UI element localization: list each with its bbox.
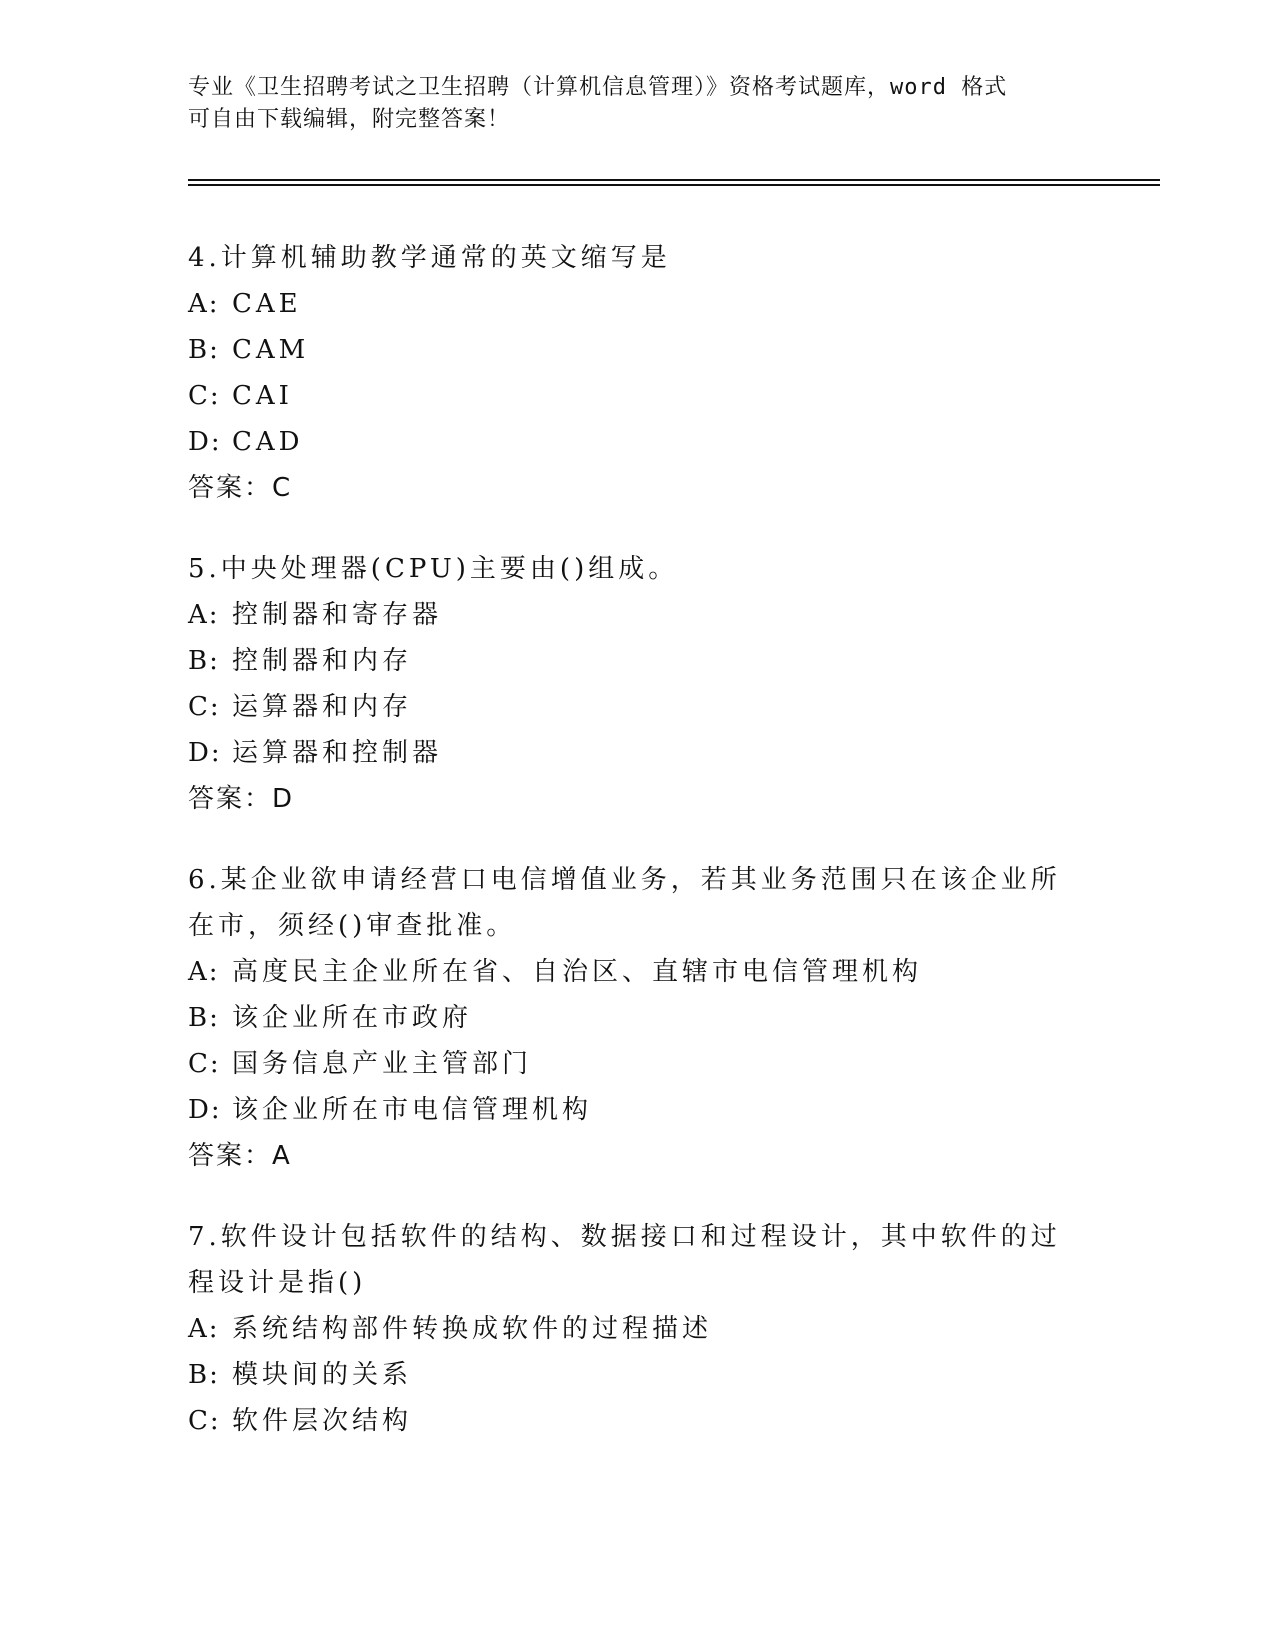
answer-option bbox=[188, 995, 1088, 1041]
option-letter: C: bbox=[188, 1049, 221, 1079]
option-letter: C: bbox=[188, 381, 221, 411]
answer-option bbox=[188, 730, 1088, 776]
answer-option bbox=[188, 281, 1088, 327]
question-list bbox=[188, 235, 1088, 1479]
question-stem: 5.中央处理器(CPU)主要由()组成。 bbox=[188, 554, 679, 584]
option-text: CAE bbox=[232, 289, 302, 319]
answer-option bbox=[188, 419, 1088, 465]
answer-option bbox=[188, 1087, 1088, 1133]
option-letter: B: bbox=[188, 335, 220, 365]
answer-option bbox=[188, 1398, 1088, 1444]
question-stem: 4.计算机辅助教学通常的英文缩写是 bbox=[188, 243, 671, 273]
header-line-2: 可自由下载编辑，附完整答案！ bbox=[188, 107, 511, 132]
option-text: 高度民主企业所在省、自治区、直辖市电信管理机构 bbox=[232, 957, 923, 987]
answer-option bbox=[188, 684, 1088, 730]
answer-key: 答案：A bbox=[188, 1141, 292, 1171]
option-text: 运算器和内存 bbox=[232, 692, 413, 722]
option-letter: A: bbox=[188, 957, 220, 987]
question-block bbox=[188, 857, 1088, 1179]
answer-key: 答案：D bbox=[188, 784, 295, 814]
option-letter: A: bbox=[188, 600, 220, 630]
option-text: 该企业所在市电信管理机构 bbox=[232, 1095, 593, 1125]
option-letter: A: bbox=[188, 289, 220, 319]
option-text: 系统结构部件转换成软件的过程描述 bbox=[232, 1314, 713, 1344]
answer-option bbox=[188, 638, 1088, 684]
answer-option bbox=[188, 1041, 1088, 1087]
option-letter: B: bbox=[188, 1003, 220, 1033]
question-block bbox=[188, 546, 1088, 822]
option-letter: D: bbox=[188, 1095, 222, 1125]
option-text: CAD bbox=[232, 427, 304, 457]
header-divider-top bbox=[188, 179, 1160, 181]
option-text: 控制器和寄存器 bbox=[232, 600, 443, 630]
option-text: 软件层次结构 bbox=[232, 1406, 413, 1436]
header-divider-bottom bbox=[188, 184, 1160, 186]
header-line-1: 专业《卫生招聘考试之卫生招聘（计算机信息管理）》资格考试题库，word 格式 bbox=[188, 75, 1008, 100]
option-text: CAI bbox=[232, 381, 293, 411]
answer-option bbox=[188, 592, 1088, 638]
option-letter: C: bbox=[188, 1406, 221, 1436]
answer-option bbox=[188, 1352, 1088, 1398]
option-letter: A: bbox=[188, 1314, 220, 1344]
question-block bbox=[188, 1214, 1088, 1444]
answer-option bbox=[188, 1306, 1088, 1352]
option-text: CAM bbox=[232, 335, 310, 365]
answer-key: 答案：C bbox=[188, 473, 293, 503]
option-text: 运算器和控制器 bbox=[232, 738, 443, 768]
question-block bbox=[188, 235, 1088, 511]
option-letter: B: bbox=[188, 1360, 220, 1390]
answer-option bbox=[188, 327, 1088, 373]
question-stem: 7.软件设计包括软件的结构、数据接口和过程设计，其中软件的过程设计是指() bbox=[188, 1222, 1061, 1298]
question-stem: 6.某企业欲申请经营口电信增值业务，若其业务范围只在该企业所在市，须经()审查批准。 bbox=[188, 865, 1061, 941]
answer-option bbox=[188, 373, 1088, 419]
answer-option bbox=[188, 949, 1088, 995]
option-text: 控制器和内存 bbox=[232, 646, 413, 676]
option-letter: C: bbox=[188, 692, 221, 722]
option-letter: D: bbox=[188, 427, 222, 457]
document-header bbox=[188, 72, 1068, 136]
option-text: 该企业所在市政府 bbox=[232, 1003, 473, 1033]
option-letter: B: bbox=[188, 646, 220, 676]
option-text: 国务信息产业主管部门 bbox=[232, 1049, 533, 1079]
option-letter: D: bbox=[188, 738, 222, 768]
option-text: 模块间的关系 bbox=[232, 1360, 413, 1390]
